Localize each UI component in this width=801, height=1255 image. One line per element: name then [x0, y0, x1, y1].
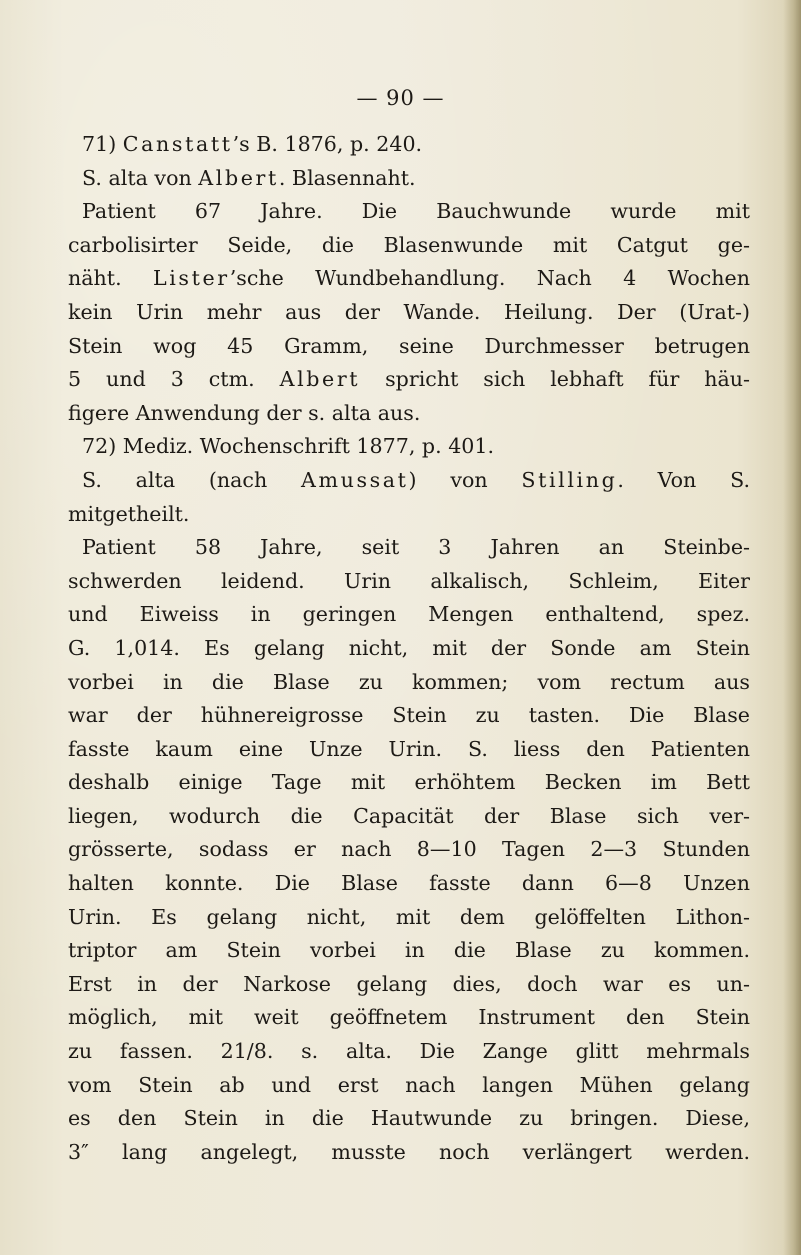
text-line: [68, 296, 750, 330]
text-line: [68, 968, 750, 1002]
spaced-name: Stilling: [521, 467, 618, 492]
text-run: Patient 67 Jahre. Die Bauchwunde wurde mit: [82, 199, 750, 224]
text-run: triptor am Stein vorbei in die Blase zu kommen.: [68, 938, 750, 963]
text-line: [68, 766, 750, 800]
text-line: [68, 464, 750, 498]
text-line: [68, 128, 750, 162]
spaced-name: Lister: [152, 266, 230, 291]
text-line: [68, 397, 750, 431]
text-run: vom Stein ab und erst nach langen Mühen gelang: [68, 1072, 750, 1097]
text-run: liegen, wodurch die Capacität der Blase sich ver-: [68, 803, 750, 828]
text-run: halten konnte. Die Blase fasste dann 6—8 Unzen: [68, 871, 750, 896]
text-run: näht.: [68, 266, 153, 291]
text-run: ’s B. 1876, p. 240.: [232, 132, 423, 156]
text-run: es den Stein in die Hautwunde zu bringen. Diese,: [68, 1106, 750, 1131]
text-run: kein Urin mehr aus der Wande. Heilung. Der (Urat-): [68, 299, 750, 324]
text-line: [68, 598, 750, 632]
text-run: möglich, mit weit geöffnetem Instrument den Stein: [68, 1005, 750, 1030]
text-run: deshalb einige Tage mit erhöhtem Becken im Bett: [68, 770, 750, 795]
text-line: [68, 1035, 750, 1069]
spaced-name: Amussat: [300, 467, 409, 492]
text-run: fasste kaum eine Unze Urin. S. liess den Patienten: [68, 736, 750, 761]
text-line: [68, 800, 750, 834]
body-text: [68, 128, 750, 1169]
text-line: [68, 632, 750, 666]
spaced-name: Canstatt: [122, 132, 233, 156]
page-number: — 90 —: [356, 86, 445, 110]
text-run: mitgetheilt.: [68, 501, 190, 526]
text-run: spricht sich lebhaft für häu-: [360, 367, 750, 392]
text-run: . Von S.: [617, 467, 750, 492]
text-line: [68, 666, 750, 700]
page-edge-shadow: [783, 0, 801, 1255]
text-line: [68, 162, 750, 196]
text-run: S. alta (nach: [82, 467, 301, 492]
text-line: [68, 1102, 750, 1136]
text-line: [68, 1136, 750, 1170]
text-line: [68, 229, 750, 263]
text-run: Stein wog 45 Gramm, seine Durchmesser betrugen: [68, 333, 750, 358]
text-run: 71): [82, 132, 123, 156]
text-line: [68, 733, 750, 767]
text-line: [68, 901, 750, 935]
text-line: [68, 934, 750, 968]
text-line: [68, 531, 750, 565]
text-run: war der hühnereigrosse Stein zu tasten. Die Blase: [68, 703, 750, 728]
text-line: [68, 867, 750, 901]
text-line: [68, 262, 750, 296]
text-run: ’sche Wundbehandlung. Nach 4 Wochen: [229, 266, 750, 291]
text-line: [68, 363, 750, 397]
text-run: 72) Mediz. Wochenschrift 1877, p. 401.: [82, 434, 495, 459]
text-run: 3″ lang angelegt, musste noch verlängert werden.: [68, 1139, 750, 1164]
text-run: zu fassen. 21/8. s. alta. Die Zange glitt mehrmals: [68, 1039, 750, 1064]
text-line: [68, 195, 750, 229]
text-run: grösserte, sodass er nach 8—10 Tagen 2—3 Stunden: [68, 837, 750, 862]
text-line: [68, 1001, 750, 1035]
text-run: und Eiweiss in geringen Mengen enthaltend, spez.: [68, 602, 750, 627]
text-line: [68, 833, 750, 867]
text-line: [68, 699, 750, 733]
text-run: figere Anwendung der s. alta aus.: [68, 400, 421, 425]
text-run: ) von: [408, 467, 522, 492]
text-run: . Blasennaht.: [278, 165, 416, 190]
text-run: 5 und 3 ctm.: [68, 367, 280, 392]
text-run: carbolisirter Seide, die Blasenwunde mit Catgut ge-: [68, 232, 750, 257]
text-line: [68, 498, 750, 532]
text-run: vorbei in die Blase zu kommen; vom rectum aus: [68, 669, 750, 694]
text-line: [68, 330, 750, 364]
spaced-name: Albert: [198, 165, 279, 190]
text-run: schwerden leidend. Urin alkalisch, Schleim, Eiter: [68, 568, 750, 593]
text-run: G. 1,014. Es gelang nicht, mit der Sonde am Stein: [68, 635, 750, 660]
text-line: [68, 1069, 750, 1103]
text-line: [68, 430, 750, 464]
text-run: Urin. Es gelang nicht, mit dem gelöffelten Lithon-: [68, 904, 750, 929]
text-run: Patient 58 Jahre, seit 3 Jahren an Steinbe-: [82, 535, 750, 560]
text-run: Erst in der Narkose gelang dies, doch war es un-: [68, 971, 750, 996]
text-line: [68, 565, 750, 599]
text-run: S. alta von: [82, 165, 199, 190]
spaced-name: Albert: [279, 367, 361, 392]
